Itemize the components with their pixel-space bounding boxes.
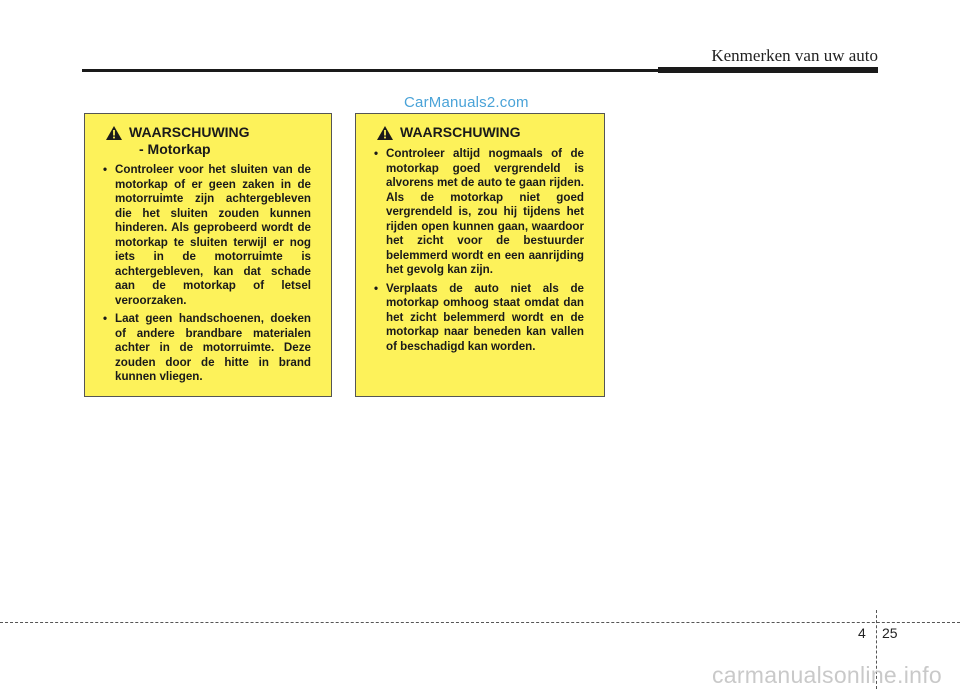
page-number: 25 (882, 625, 898, 641)
watermark-top-link[interactable]: CarManuals2.com (404, 94, 529, 111)
warning-title: WAARSCHUWING (400, 124, 521, 140)
warning-box-motorkap (84, 113, 332, 397)
warning-item: • Controleer altijd nogmaals of de motorkap goed vergrendeld is alvorens met de auto te gaan rijden. Als de motorkap niet goed vergrendeld is, zou hij tijdens het rijden open kunnen gaan, waardoor het zicht voor de bestuurder belemmerd wordt en een aanrijding het gevolg kan zijn. (372, 147, 584, 278)
warning-title: WAARSCHUWING (129, 124, 250, 140)
warning-heading (105, 124, 311, 141)
warning-list (372, 147, 584, 354)
watermark-bottom-link[interactable]: carmanualsonline.info (711, 662, 942, 688)
header-title: Kenmerken van uw auto (711, 46, 878, 65)
warning-list (101, 163, 311, 385)
footer-dashed-rule (0, 622, 960, 623)
warning-triangle-icon (105, 125, 123, 141)
warning-subtitle: - Motorkap (139, 141, 211, 157)
warning-item: • Verplaats de auto niet als de motorkap omhoog staat omdat dan het zicht belemmerd wordt en de motorkap naar beneden kan vallen of beschadigd kan worden. (372, 282, 584, 355)
warning-box-vergrendeling (355, 113, 605, 397)
warning-heading (376, 124, 584, 141)
header-rule-accent (658, 67, 878, 73)
warning-item: • Laat geen handschoenen, doeken of andere brandbare materialen achter in de motorruimte. Deze zouden door de hitte in brand kunnen vliegen. (101, 312, 311, 385)
warning-item: • Controleer voor het sluiten van de motorkap of er geen zaken in de motorruimte zijn achtergebleven die het sluiten zouden kunnen hinderen. Als geprobeerd wordt de motorkap te sluiten terwijl er nog iets in de motorruimte is achtergebleven, kan dat schade aan de motorkap of letsel veroorzaken. (101, 163, 311, 308)
warning-triangle-icon (376, 125, 394, 141)
page-chapter: 4 (858, 625, 866, 641)
